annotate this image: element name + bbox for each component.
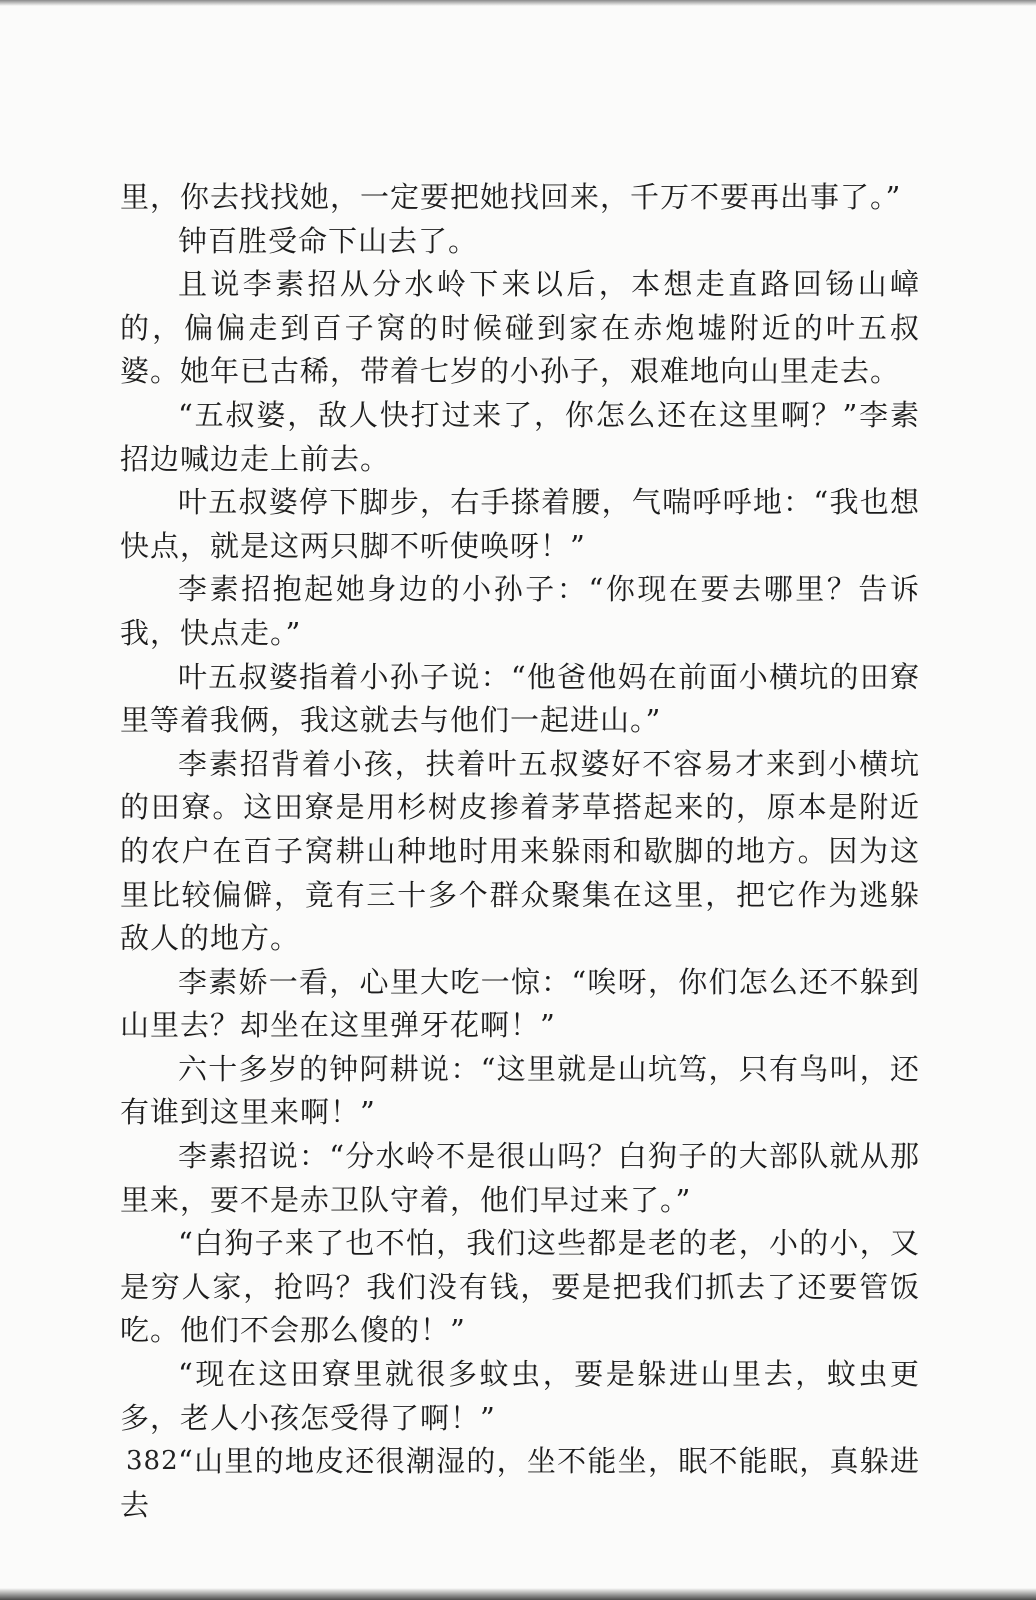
paragraph: 李素招说：“分水岭不是很山吗？白狗子的大部队就从那里来，要不是赤卫队守着，他们早过来了。” [120, 1139, 920, 1217]
paragraph: “白狗子来了也不怕，我们这些都是老的老，小的小，又是穷人家，抢吗？我们没有钱，要是把我们抓去了还要管饭吃。他们不会那么傻的！” [120, 1226, 920, 1348]
bottom-scan-edge [0, 1588, 1036, 1600]
paragraph: “山里的地皮还很潮湿的，坐不能坐，眠不能眠，真躲进去 [120, 1444, 920, 1522]
paragraph: “现在这田寮里就很多蚊虫，要是躲进山里去，蚊虫更多，老人小孩怎受得了啊！” [120, 1357, 920, 1435]
paragraph: 李素招背着小孩，扶着叶五叔婆好不容易才来到小横坑的田寮。这田寮是用杉树皮掺着茅草搭起来的，原本是附近的农户在百子窝耕山种地时用来躲雨和歇脚的地方。因为这里比较偏僻，竟有三十多个群众聚集在这里，把它作为逃躲敌人的地方。 [120, 746, 920, 956]
paragraph: 六十多岁的钟阿耕说：“这里就是山坑笃，只有鸟叫，还有谁到这里来啊！” [120, 1051, 920, 1130]
body-text [120, 176, 920, 1527]
paragraph: 且说李素招从分水岭下来以后，本想走直路回钖山嶂的，偏偏走到百子窝的时候碰到家在赤炮墟附近的叶五叔婆。她年已古稀，带着七岁的小孙子，艰难地向山里走去。 [120, 267, 920, 389]
paragraph: 李素娇一看，心里大吃一惊：“唉呀，你们怎么还不躲到山里去？却坐在这里弹牙花啊！” [120, 964, 920, 1043]
paragraph: 钟百胜受命下山去了。 [178, 223, 479, 258]
top-scan-edge [0, 0, 1036, 6]
paragraph: 叶五叔婆指着小孙子说：“他爸他妈在前面小横坑的田寮里等着我俩，我这就去与他们一起进山。” [120, 659, 920, 738]
paragraph: 李素招抱起她身边的小孙子：“你现在要去哪里？告诉我，快点走。” [120, 572, 920, 650]
paragraph: 里，你去找找她，一定要把她找回来，千万不要再出事了。” [120, 180, 902, 214]
paragraph: 叶五叔婆停下脚步，右手搽着腰，气喘呼呼地：“我也想快点，就是这两只脚不听使唤呀！” [120, 485, 920, 563]
paragraph: “五叔婆，敌人快打过来了，你怎么还在这里啊？”李素招边喊边走上前去。 [120, 397, 920, 476]
page-number: 382 [126, 1446, 179, 1476]
